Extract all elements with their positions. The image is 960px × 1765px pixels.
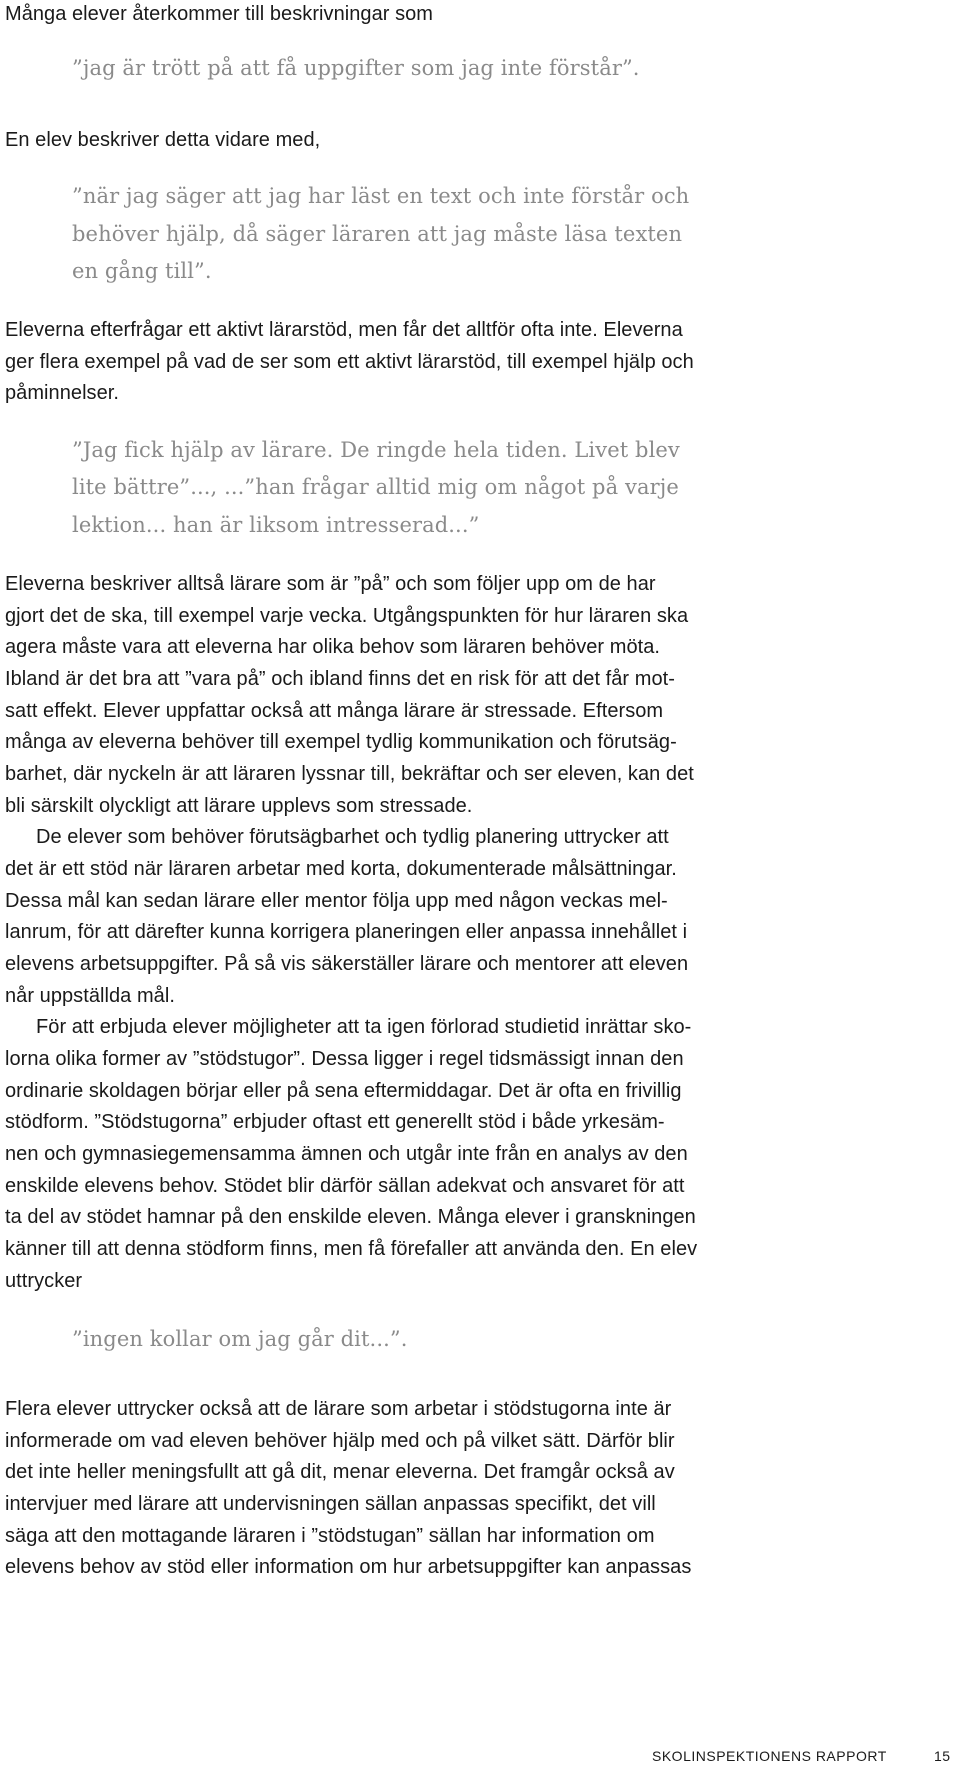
paragraph-line: lorna olika former av ”stödstugor”. Dessa ligger i regel tidsmässigt innan den bbox=[5, 1048, 684, 1070]
paragraph-line: Flera elever uttrycker också att de lärare som arbetar i stödstugorna inte är bbox=[5, 1398, 672, 1420]
paragraph-line: Ibland är det bra att ”vara på” och ibland finns det en risk för att det får mot- bbox=[5, 668, 675, 690]
paragraph-line: För att erbjuda elever möjligheter att ta igen förlorad studietid inrättar sko- bbox=[36, 1016, 692, 1038]
paragraph-line: ta del av stödet hamnar på den enskilde eleven. Många elever i granskningen bbox=[5, 1206, 696, 1228]
quote-line: lite bättre”..., ...”han frågar alltid mig om något på varje bbox=[72, 475, 679, 499]
paragraph-line: elevens arbetsuppgifter. På så vis säkerställer lärare och mentorer att eleven bbox=[5, 953, 689, 975]
quote-line: ”Jag fick hjälp av lärare. De ringde hela tiden. Livet blev bbox=[72, 438, 680, 462]
paragraph-line: stödform. ”Stödstugorna” erbjuder oftast ett generellt stöd i både yrkesäm- bbox=[5, 1111, 665, 1133]
paragraph-line: elevens behov av stöd eller information om hur arbetsuppgifter kan anpassas bbox=[5, 1556, 692, 1578]
paragraph-line: det är ett stöd när läraren arbetar med korta, dokumenterade målsättningar. bbox=[5, 858, 677, 880]
paragraph-line: påminnelser. bbox=[5, 382, 119, 404]
paragraph-line: Eleverna efterfrågar ett aktivt lärarstöd, men får det alltför ofta inte. Eleverna bbox=[5, 319, 683, 341]
paragraph-line: lanrum, för att därefter kunna korrigera planeringen eller anpassa innehållet i bbox=[5, 921, 688, 943]
paragraph-line: Dessa mål kan sedan lärare eller mentor följa upp med någon veckas mel- bbox=[5, 890, 668, 912]
paragraph-line: Många elever återkommer till beskrivningar som bbox=[5, 3, 434, 25]
paragraph-line: gjort det de ska, till exempel varje vecka. Utgångspunkten för hur läraren ska bbox=[5, 605, 689, 627]
quote-line: en gång till”. bbox=[72, 259, 212, 283]
paragraph-line: De elever som behöver förutsägbarhet och tydlig planering uttrycker att bbox=[36, 826, 669, 848]
paragraph-line: En elev beskriver detta vidare med, bbox=[5, 129, 321, 151]
paragraph-line: barhet, där nyckeln är att läraren lyssnar till, bekräftar och ser eleven, kan det bbox=[5, 763, 694, 785]
quote-line: lektion... han är liksom intresserad...” bbox=[72, 513, 480, 537]
quote-line: ”när jag säger att jag har läst en text och inte förstår och bbox=[72, 184, 690, 208]
paragraph-line: många av eleverna behöver till exempel tydlig kommunikation och förutsäg- bbox=[5, 731, 677, 753]
running-footer-title: SKOLINSPEKTIONENS RAPPORT bbox=[652, 1748, 887, 1764]
quote-line: ”ingen kollar om jag går dit...”. bbox=[72, 1327, 408, 1351]
paragraph-line: uttrycker bbox=[5, 1270, 83, 1292]
paragraph-line: når uppställda mål. bbox=[5, 985, 175, 1007]
paragraph-line: nen och gymnasiegemensamma ämnen och utgår inte från en analys av den bbox=[5, 1143, 688, 1165]
paragraph-line: känner till att denna stödform finns, men få förefaller att använda den. En elev bbox=[5, 1238, 698, 1260]
paragraph-line: agera måste vara att eleverna har olika behov som läraren behöver möta. bbox=[5, 636, 661, 658]
paragraph-line: ordinarie skoldagen börjar eller på sena eftermiddagar. Det är ofta en frivillig bbox=[5, 1080, 682, 1102]
paragraph-line: satt effekt. Elever uppfattar också att många lärare är stressade. Eftersom bbox=[5, 700, 664, 722]
quote-line: behöver hjälp, då säger läraren att jag måste läsa texten bbox=[72, 222, 683, 246]
page-number: 15 bbox=[934, 1748, 951, 1764]
paragraph-line: bli särskilt olyckligt att lärare upplevs som stressade. bbox=[5, 795, 473, 817]
paragraph-line: informerade om vad eleven behöver hjälp med och på vilket sätt. Därför blir bbox=[5, 1430, 675, 1452]
paragraph-line: säga att den mottagande läraren i ”stödstugan” sällan har information om bbox=[5, 1525, 655, 1547]
paragraph-line: det inte heller meningsfullt att gå dit, menar eleverna. Det framgår också av bbox=[5, 1461, 675, 1483]
paragraph-line: intervjuer med lärare att undervisningen sällan anpassas specifikt, det vill bbox=[5, 1493, 656, 1515]
paragraph-line: ger flera exempel på vad de ser som ett aktivt lärarstöd, till exempel hjälp och bbox=[5, 351, 694, 373]
paragraph-line: Eleverna beskriver alltså lärare som är ”på” och som följer upp om de har bbox=[5, 573, 656, 595]
paragraph-line: enskilde elevens behov. Stödet blir därför sällan adekvat och ansvaret för att bbox=[5, 1175, 685, 1197]
quote-line: ”jag är trött på att få uppgifter som jag inte förstår”. bbox=[72, 56, 640, 80]
